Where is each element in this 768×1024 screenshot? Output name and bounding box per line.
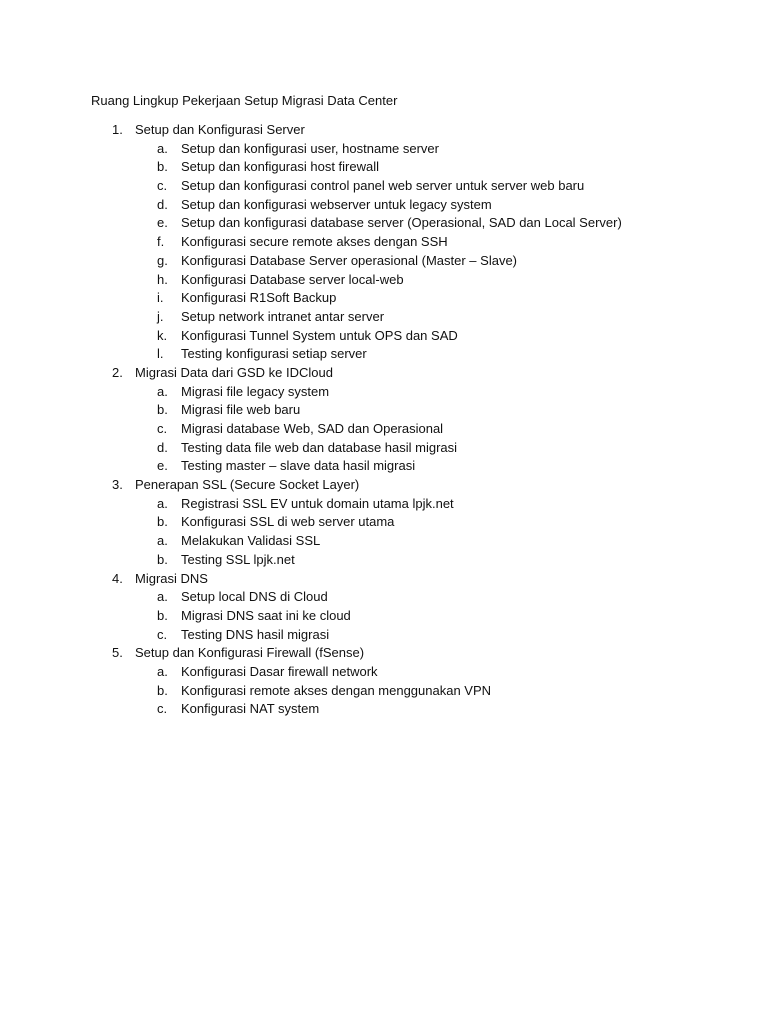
list-item [0, 383, 768, 402]
list-item [0, 551, 768, 570]
list-item-letter: c. [157, 421, 168, 436]
list-item-text: Migrasi file legacy system [181, 383, 330, 399]
document-title: Ruang Lingkup Pekerjaan Setup Migrasi Data Center [91, 93, 398, 108]
list-item-letter: b. [157, 682, 168, 698]
list-item [0, 327, 768, 346]
list-item-text: Migrasi file web baru [181, 402, 301, 418]
list-item [0, 158, 768, 177]
list-item-letter: a. [157, 533, 168, 549]
list-item [0, 345, 768, 364]
list-item [0, 663, 768, 682]
list-item-text: Migrasi database Web, SAD dan Operasional [181, 421, 444, 436]
section-heading [0, 644, 768, 663]
section-heading [0, 364, 768, 383]
section-label: Migrasi Data dari GSD ke IDCloud [135, 364, 333, 380]
list-item [0, 177, 768, 196]
list-item-text: Konfigurasi Tunnel System untuk OPS dan SAD [181, 327, 458, 343]
section-heading [0, 476, 768, 495]
list-item-letter: b. [157, 607, 168, 623]
list-item-text: Registrasi SSL EV untuk domain utama lpjk.net [181, 495, 454, 511]
list-item-letter: a. [157, 140, 168, 156]
list-item [0, 420, 768, 439]
list-item-letter: c. [157, 178, 168, 194]
list-item [0, 495, 768, 514]
section-number: 5. [112, 645, 123, 661]
list-item [0, 457, 768, 476]
list-item-text: Setup dan konfigurasi webserver untuk legacy system [181, 196, 492, 212]
list-item-letter: g. [157, 252, 168, 268]
list-item [0, 513, 768, 532]
list-item-letter: b. [157, 514, 168, 530]
list-item-text: Konfigurasi Database server local-web [181, 271, 404, 287]
list-item-text: Setup dan konfigurasi host firewall [181, 159, 380, 175]
list-item-letter: e. [157, 215, 168, 231]
list-item-letter: c. [157, 701, 168, 717]
list-item-letter: f. [157, 234, 165, 250]
list-item-text: Konfigurasi secure remote akses dengan SSH [181, 234, 448, 250]
list-item-text: Konfigurasi Dasar firewall network [181, 663, 378, 679]
list-item-letter: j. [157, 308, 164, 324]
list-item-letter: c. [157, 626, 168, 642]
section-label: Setup dan Konfigurasi Firewall (fSense) [135, 645, 365, 661]
list-item-letter: b. [157, 402, 168, 418]
list-item-text: Setup dan konfigurasi database server (Operasional, SAD dan Local Server) [181, 215, 622, 231]
list-item-letter: a. [157, 663, 168, 679]
list-item-text: Testing konfigurasi setiap server [181, 346, 367, 362]
list-item-text: Testing DNS hasil migrasi [181, 626, 330, 642]
list-item-letter: l. [157, 346, 164, 362]
list-item-letter: d. [157, 196, 168, 212]
section-label: Migrasi DNS [135, 570, 208, 586]
section-label: Penerapan SSL (Secure Socket Layer) [135, 477, 360, 493]
section-list [0, 121, 768, 719]
list-item-letter: i. [157, 290, 164, 306]
list-item-letter: h. [157, 271, 168, 287]
list-item [0, 626, 768, 645]
list-item [0, 439, 768, 458]
list-item-letter: a. [157, 495, 168, 511]
list-item-letter: a. [157, 589, 168, 605]
section-number: 4. [112, 570, 123, 586]
list-item [0, 271, 768, 290]
list-item-letter: d. [157, 439, 168, 455]
list-item [0, 607, 768, 626]
list-item-text: Konfigurasi R1Soft Backup [181, 290, 337, 306]
list-item-letter: e. [157, 458, 168, 474]
list-item-text: Setup local DNS di Cloud [181, 589, 328, 605]
list-item [0, 682, 768, 701]
list-item [0, 233, 768, 252]
list-item-letter: b. [157, 551, 168, 567]
list-item-text: Konfigurasi remote akses dengan menggunakan VPN [181, 682, 492, 698]
list-item-text: Melakukan Validasi SSL [181, 533, 321, 549]
list-item-text: Testing master – slave data hasil migrasi [181, 458, 416, 474]
list-item [0, 401, 768, 420]
list-item [0, 588, 768, 607]
list-item [0, 308, 768, 327]
list-item [0, 140, 768, 159]
list-item [0, 700, 768, 719]
list-item [0, 532, 768, 551]
list-item-text: Testing SSL lpjk.net [181, 551, 295, 567]
list-item-text: Konfigurasi SSL di web server utama [181, 514, 395, 530]
list-item [0, 196, 768, 215]
section-number: 2. [112, 364, 123, 380]
list-item [0, 289, 768, 308]
list-item-text: Setup network intranet antar server [181, 308, 385, 324]
list-item-text: Konfigurasi Database Server operasional (Master – Slave) [181, 252, 518, 268]
list-item-letter: b. [157, 159, 168, 175]
section-number: 3. [112, 477, 123, 493]
section-heading [0, 570, 768, 589]
list-item [0, 252, 768, 271]
section-label: Setup dan Konfigurasi Server [135, 122, 305, 137]
list-item-text: Migrasi DNS saat ini ke cloud [181, 607, 351, 623]
section-heading [0, 121, 768, 140]
list-item-letter: a. [157, 383, 168, 399]
list-item-text: Setup dan konfigurasi user, hostname server [181, 140, 439, 156]
section-number: 1. [112, 122, 123, 137]
list-item-text: Setup dan konfigurasi control panel web server untuk server web baru [181, 178, 585, 194]
list-item-text: Konfigurasi NAT system [181, 701, 320, 717]
list-item-letter: k. [157, 327, 168, 343]
list-item-text: Testing data file web dan database hasil migrasi [181, 439, 458, 455]
list-item [0, 214, 768, 233]
